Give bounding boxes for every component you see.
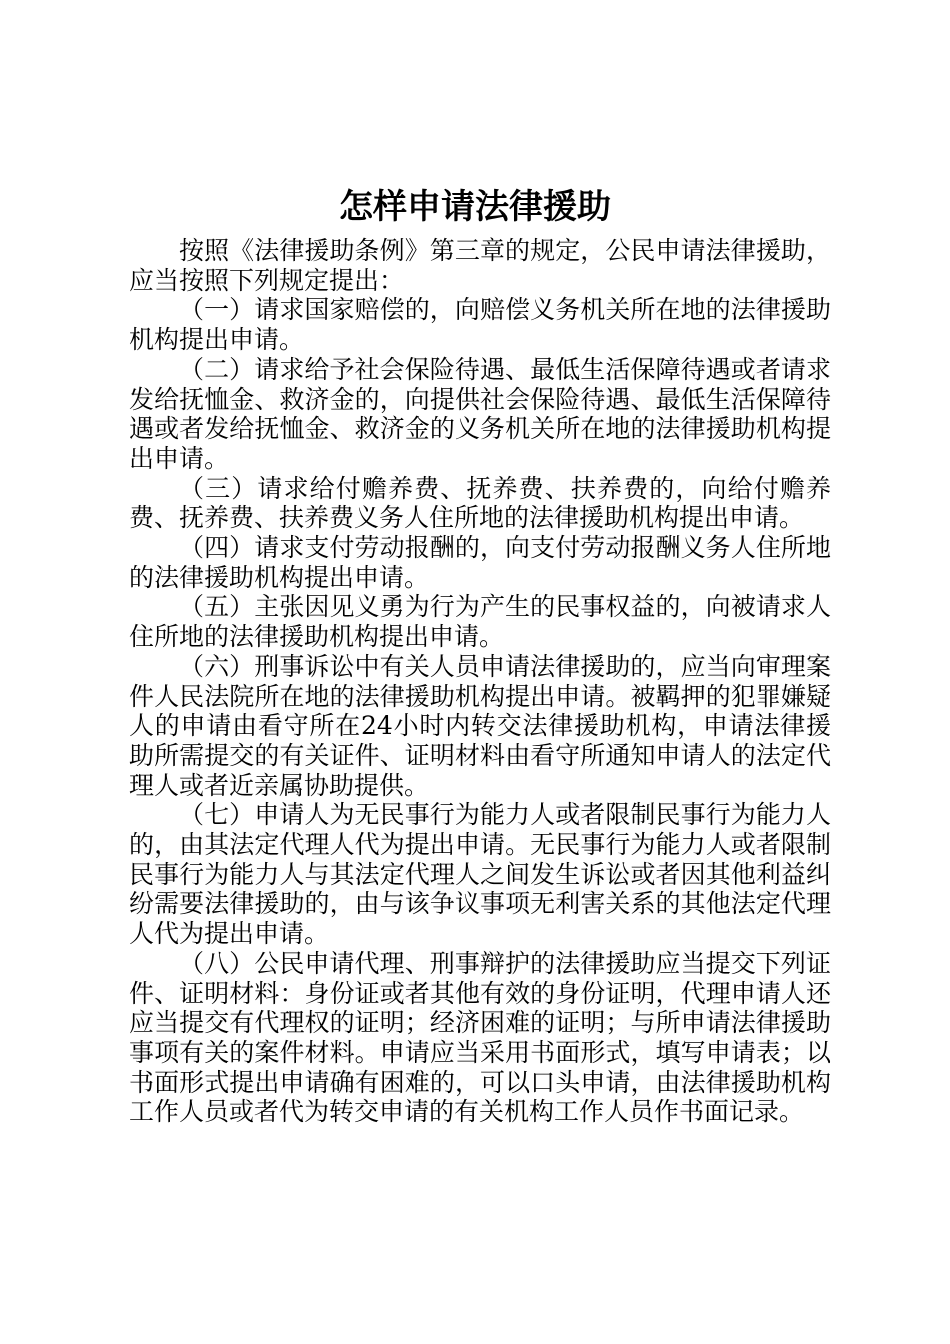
paragraph-item-3: （三）请求给付赡养费、抚养费、扶养费的，向给付赡养费、抚养费、扶养费义务人住所地的法律援助机构提出申请。 (129, 473, 831, 533)
paragraph-item-2: （二）请求给予社会保险待遇、最低生活保障待遇或者请求发给抚恤金、救济金的，向提供社会保险待遇、最低生活保障待遇或者发给抚恤金、救济金的义务机关所在地的法律援助机构提出申请。 (129, 354, 831, 473)
paragraph-item-1: （一）请求国家赔偿的，向赔偿义务机关所在地的法律援助机构提出申请。 (129, 295, 831, 355)
paragraph-item-5: （五）主张因见义勇为行为产生的民事权益的，向被请求人住所地的法律援助机构提出申请。 (129, 592, 831, 652)
page-title: 怎样申请法律援助 (339, 187, 611, 227)
paragraph-intro: 按照《法律援助条例》第三章的规定，公民申请法律援助，应当按照下列规定提出： (129, 236, 831, 295)
paragraph-item-4: （四）请求支付劳动报酬的，向支付劳动报酬义务人住所地的法律援助机构提出申请。 (129, 533, 831, 592)
document-body (129, 236, 831, 1127)
paragraph-item-7: （七）申请人为无民事行为能力人或者限制民事行为能力人的，由其法定代理人代为提出申请。无民事行为能力人或者限制民事行为能力人与其法定代理人之间发生诉讼或者因其他利益纠纷需要法律援助的，由与该争议事项无利害关系的其他法定代理人代为提出申请。 (129, 800, 831, 949)
paragraph-item-8: （八）公民申请代理、刑事辩护的法律援助应当提交下列证件、证明材料：身份证或者其他有效的身份证明，代理申请人还应当提交有代理权的证明；经济困难的证明；与所申请法律援助事项有关的案件材料。申请应当采用书面形式，填写申请表；以书面形式提出申请确有困难的，可以口头申请，由法律援助机构工作人员或者代为转交申请的有关机构工作人员作书面记录。 (129, 948, 831, 1127)
paragraph-item-6: （六）刑事诉讼中有关人员申请法律援助的，应当向审理案件人民法院所在地的法律援助机构提出申请。被羁押的犯罪嫌疑人的申请由看守所在24小时内转交法律援助机构，申请法律援助所需提交的有关证件、证明材料由看守所通知申请人的法定代理人或者近亲属协助提供。 (129, 651, 831, 800)
